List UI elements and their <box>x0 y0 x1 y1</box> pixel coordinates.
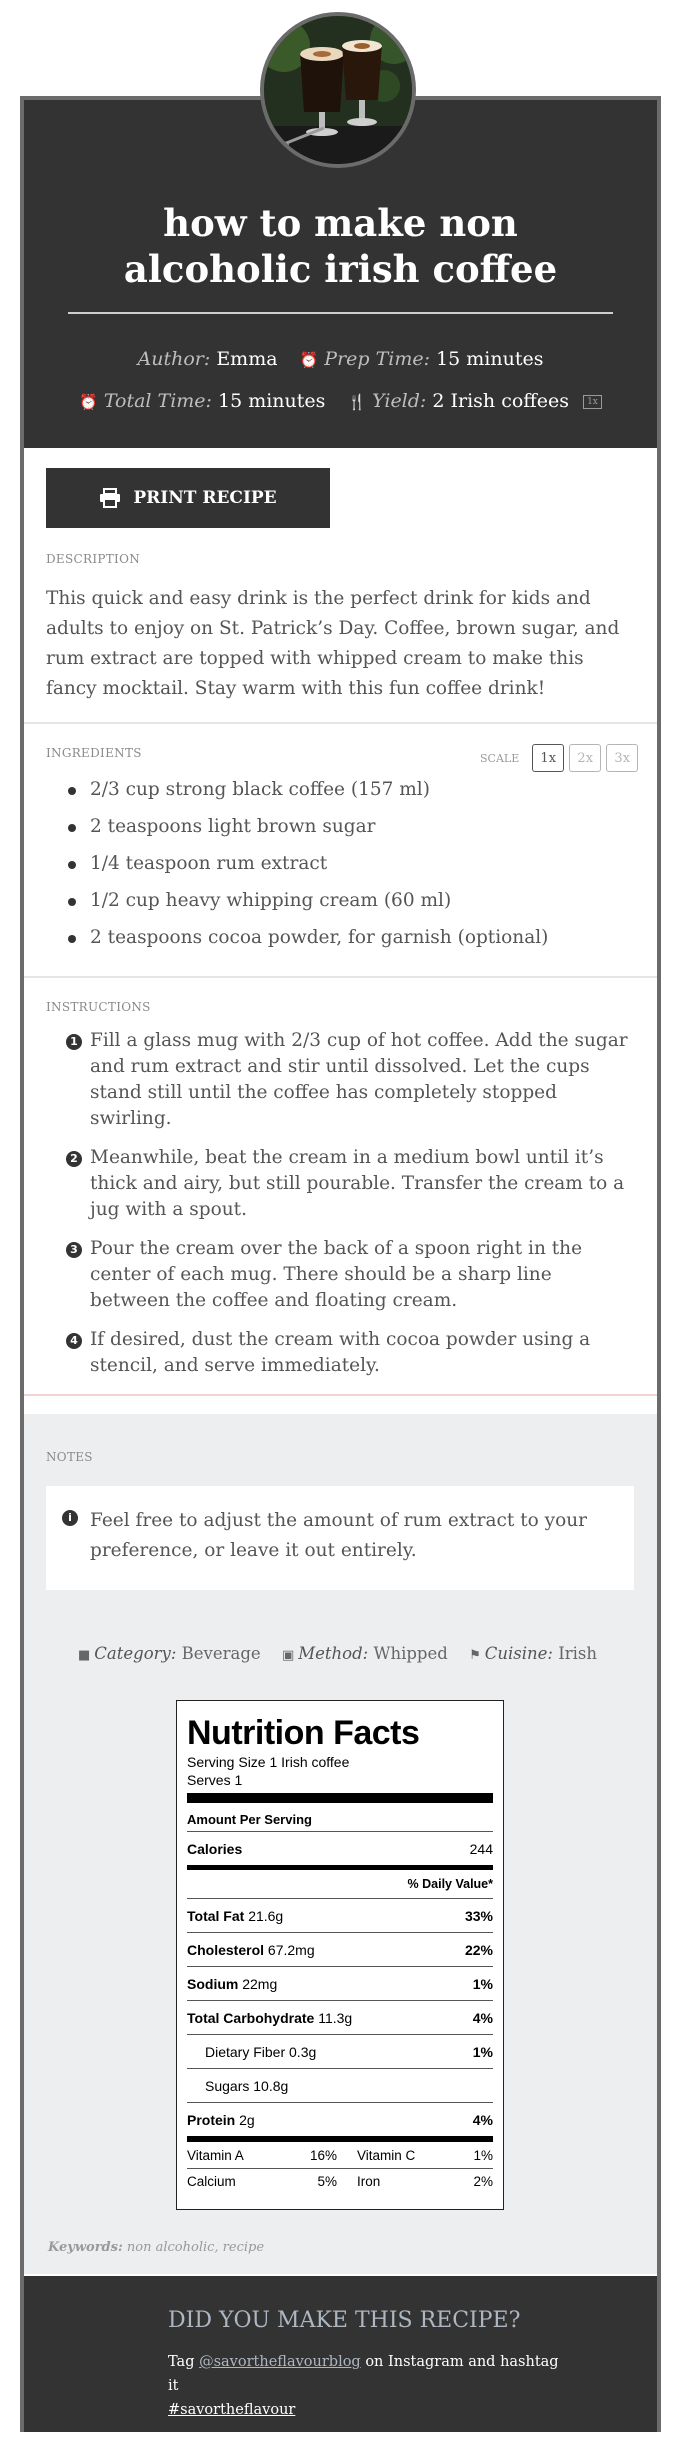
ingredient-item <box>62 776 548 813</box>
nutrient-row <box>187 1898 493 1932</box>
nutrient-row <box>187 1966 493 2000</box>
amount-per-serving: Amount Per Serving <box>187 1812 312 1827</box>
note-box <box>46 1486 634 1590</box>
serves: Serves 1 <box>187 1772 243 1788</box>
folder-icon: ■ <box>78 1648 91 1663</box>
instruction-step <box>66 1327 636 1379</box>
title-divider <box>68 312 613 314</box>
printer-icon <box>99 488 121 508</box>
author-name: Emma <box>216 348 278 370</box>
made-this-footer <box>24 2276 657 2432</box>
instruction-step <box>66 1236 636 1314</box>
nutrient-amount: 11.3g <box>318 2009 353 2026</box>
instructions-heading: INSTRUCTIONS <box>46 1000 151 1014</box>
calories-value: 244 <box>469 1840 493 1857</box>
protein-pct: 4% <box>472 2111 493 2128</box>
keywords <box>48 2240 264 2255</box>
nutrient-amount: 67.2mg <box>267 1941 315 1958</box>
step-number-icon: 1 <box>66 1034 82 1050</box>
yield-label: Yield: <box>372 390 427 412</box>
note-text: Feel free to adjust the amount of rum extract to your preference, or leave it out entirely. <box>90 1510 588 1561</box>
method-label: Method: <box>298 1644 369 1663</box>
ingredient-text: 2 teaspoons cocoa powder, for garnish (optional) <box>90 927 549 948</box>
category-value: Beverage <box>181 1644 261 1663</box>
keywords-value: non alcoholic, recipe <box>126 2240 265 2255</box>
nutrient-label: Total Fat <box>187 1907 245 1924</box>
cutlery-icon: 🍴 <box>347 393 367 411</box>
vitamin-label: Iron <box>357 2174 381 2189</box>
nutrition-title: Nutrition Facts <box>187 1714 420 1752</box>
footer-heading: DID YOU MAKE THIS RECIPE? <box>168 2308 521 2333</box>
prep-time-label: Prep Time: <box>324 348 431 370</box>
fiber-label: Dietary Fiber 0.3g <box>205 2043 317 2060</box>
hashtag-link[interactable]: #savortheflavour <box>168 2402 296 2418</box>
notes-heading: NOTES <box>46 1450 93 1464</box>
vitamin-label: Vitamin A <box>187 2147 244 2163</box>
bullet-icon <box>68 861 76 869</box>
instruction-text: If desired, dust the cream with cocoa powder using a stencil, and serve immediately. <box>90 1329 591 1376</box>
sugars-label: Sugars 10.8g <box>205 2077 289 2094</box>
instructions-list <box>66 1028 636 1392</box>
step-number-icon: 3 <box>66 1242 82 1258</box>
section-divider <box>24 976 657 978</box>
bullet-icon <box>68 935 76 943</box>
nutrient-pct: 1% <box>472 1975 493 1992</box>
category-label: Category: <box>94 1644 177 1663</box>
instruction-text: Pour the cream over the back of a spoon right in the center of each mug. There should be a sharp line between the coffee and floating cream. <box>90 1238 583 1311</box>
flag-icon: ⚑ <box>469 1648 481 1663</box>
calories-label: Calories <box>187 1840 243 1857</box>
nutrient-pct: 4% <box>472 2009 493 2026</box>
keywords-label: Keywords: <box>48 2240 123 2255</box>
footer-text <box>168 2350 568 2422</box>
nutrient-label: Sodium <box>187 1975 239 1992</box>
scale-label: SCALE <box>480 751 520 765</box>
nutrient-row <box>187 2068 493 2102</box>
nutrition-rule <box>187 1793 493 1803</box>
nutrient-row <box>187 1932 493 1966</box>
ingredients-heading: INGREDIENTS <box>46 746 142 760</box>
recipe-photo <box>260 12 416 168</box>
ingredient-item <box>62 850 548 887</box>
scale-2x-button[interactable]: 2x <box>569 744 601 772</box>
vitamin-pct: 1% <box>473 2147 493 2163</box>
section-divider <box>24 1394 657 1396</box>
ingredient-item <box>62 887 548 924</box>
nutrient-row <box>187 2034 493 2068</box>
print-recipe-button[interactable] <box>46 468 330 528</box>
vitamin-pct: 16% <box>309 2147 337 2163</box>
nutrient-pct: 33% <box>464 1907 493 1924</box>
scale-1x-button[interactable]: 1x <box>532 744 564 772</box>
yield-value: 2 Irish coffees <box>432 390 570 412</box>
nutrient-label: Total Carbohydrate <box>187 2009 315 2026</box>
method-icon: ▣ <box>281 1648 295 1663</box>
ingredient-text: 1/2 cup heavy whipping cream (60 ml) <box>90 890 452 911</box>
protein-label: Protein <box>187 2111 236 2128</box>
ingredients-list <box>62 776 548 961</box>
instagram-handle-link[interactable]: @savortheflavourblog <box>199 2354 361 2370</box>
step-number-icon: 4 <box>66 1333 82 1349</box>
description-text: This quick and easy drink is the perfect drink for kids and adults to enjoy on St. Patrick’s Day. Coffee, brown sugar, and rum extract are topped with whipped cream to make this fancy mocktail. Stay warm with this fun coffee drink! <box>46 588 620 699</box>
bullet-icon <box>68 898 76 906</box>
prep-time-value: 15 minutes <box>436 348 544 370</box>
nutrient-label: Cholesterol <box>187 1941 265 1958</box>
recipe-tags <box>0 1644 675 1663</box>
recipe-title: how to make non alcoholic irish coffee <box>123 201 558 291</box>
ingredient-item <box>62 924 548 961</box>
section-divider <box>24 722 657 724</box>
nutrient-amount: 22mg <box>242 1975 278 1992</box>
daily-value-header <box>187 1870 493 1898</box>
vitamin-label: Vitamin C <box>357 2147 416 2163</box>
meta-row-author-prep <box>24 348 657 370</box>
step-number-icon: 2 <box>66 1151 82 1167</box>
ingredient-text: 2 teaspoons light brown sugar <box>90 816 376 837</box>
protein-amount: 2g <box>239 2111 255 2128</box>
ingredient-item <box>62 813 548 850</box>
method-value: Whipped <box>373 1644 448 1663</box>
nutrient-row <box>187 2000 493 2034</box>
print-recipe-label: PRINT RECIPE <box>133 488 277 508</box>
author-label: Author: <box>137 348 211 370</box>
total-time-value: 15 minutes <box>218 390 326 412</box>
clock-icon: ⏰ <box>299 351 319 369</box>
bullet-icon <box>68 824 76 832</box>
calories-row <box>187 1831 493 1865</box>
instruction-step <box>66 1028 636 1132</box>
nutrition-facts-label <box>176 1700 504 2210</box>
vitamin-pct: 5% <box>317 2174 337 2189</box>
ingredient-text: 1/4 teaspoon rum extract <box>90 853 328 874</box>
total-time-label: Total Time: <box>103 390 212 412</box>
scale-3x-button[interactable]: 3x <box>606 744 638 772</box>
clock-icon: ⏰ <box>79 393 98 411</box>
scale-control <box>480 744 638 772</box>
vitamin-row <box>187 2168 493 2194</box>
vitamin-label: Calcium <box>187 2174 236 2189</box>
footer-tag-prefix: Tag <box>168 2354 200 2370</box>
nutrient-row <box>187 2102 493 2136</box>
bullet-icon <box>68 787 76 795</box>
yield-scale-badge[interactable]: 1x <box>583 395 602 409</box>
serving-size: Serving Size 1 Irish coffee <box>187 1754 350 1770</box>
footer-tag-mid: on Instagram and hashtag it <box>168 2354 559 2394</box>
instruction-text: Meanwhile, beat the cream in a medium bowl until it’s thick and airy, but still pourable. Transfer the cream to a jug with a spout. <box>90 1147 625 1220</box>
ingredient-text: 2/3 cup strong black coffee (157 ml) <box>90 779 430 800</box>
fiber-pct: 1% <box>472 2043 493 2060</box>
meta-row-total-yield <box>24 390 657 412</box>
info-icon: i <box>62 1510 78 1526</box>
daily-value-label: % Daily Value* <box>407 1877 493 1891</box>
instruction-text: Fill a glass mug with 2/3 cup of hot coffee. Add the sugar and rum extract and stir until dissolved. Let the cups stand still until the coffee has completely stopped swirling. <box>90 1030 628 1129</box>
instruction-step <box>66 1145 636 1223</box>
nutrient-amount: 21.6g <box>248 1907 284 1924</box>
nutrient-pct: 22% <box>464 1941 493 1958</box>
cuisine-label: Cuisine: <box>484 1644 553 1663</box>
vitamin-row <box>187 2142 493 2168</box>
vitamin-pct: 2% <box>473 2174 493 2189</box>
cuisine-value: Irish <box>558 1644 597 1663</box>
description-heading: DESCRIPTION <box>46 552 141 566</box>
